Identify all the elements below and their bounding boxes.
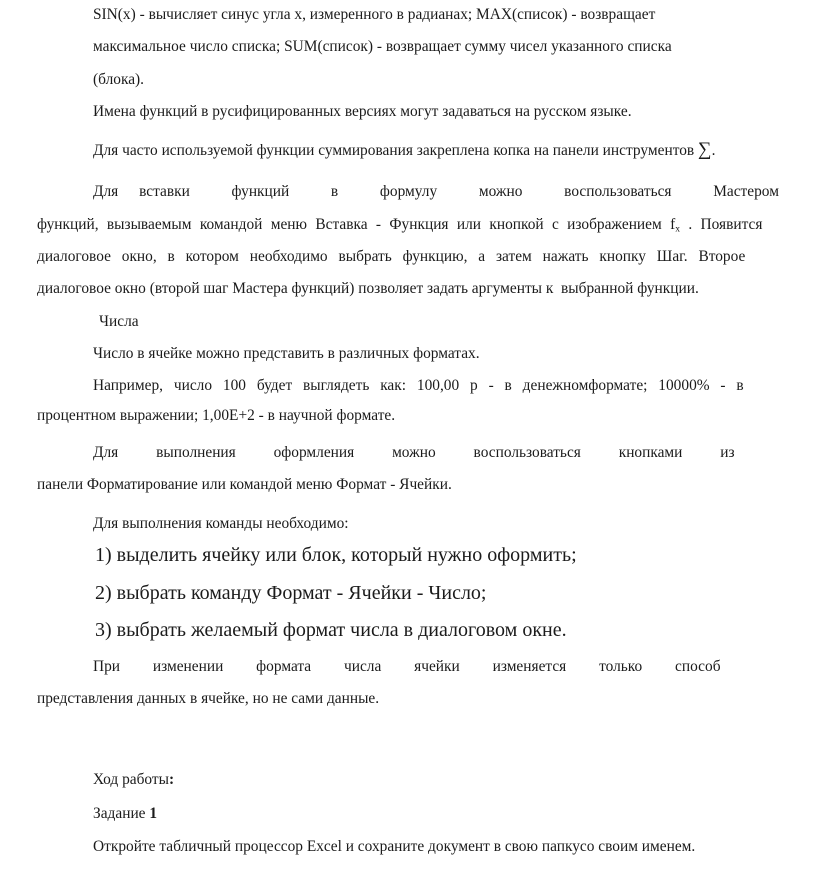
text-segment: диалоговое окно (второй шаг Мастера функций) позволяет задать аргументы к выбранной функции. xyxy=(37,280,699,297)
text-segment: . Появится xyxy=(679,216,763,233)
text-segment: . xyxy=(711,142,716,159)
text-segment: максимальное число списка; SUM(список) - возвращает сумму чисел указанного списка xyxy=(93,38,672,55)
text-line xyxy=(93,69,144,91)
text-segment: 2) выбрать команду Формат - Ячейки - Число; xyxy=(95,582,487,604)
text-line xyxy=(93,442,735,464)
text-segment: диалоговое окно, в котором необходимо выбрать функцию, а затем нажать кнопку Шаг. Второе xyxy=(37,248,746,265)
text-line xyxy=(37,405,395,427)
text-line xyxy=(37,474,452,496)
text-line xyxy=(95,617,567,644)
text-segment: панели Форматирование или командой меню Формат - Ячейки. xyxy=(37,476,452,493)
text-segment: SIN(x) - вычисляет синус угла x, измеренного в радианах; MAX(список) - возвращает xyxy=(93,6,656,23)
text-segment: Для выполнения оформления можно воспользоваться кнопками из xyxy=(93,444,735,461)
text-line xyxy=(37,688,379,710)
text-segment: Например, число 100 будет выглядеть как: 100,00 р - в денежномформате; 10000% - в xyxy=(93,377,744,394)
text-segment: представления данных в ячейке, но не сами данные. xyxy=(37,690,380,707)
text-segment: Задание xyxy=(93,805,150,822)
text-line xyxy=(95,580,486,607)
text-segment: Для вставки функций в формулу можно воспользоваться Мастером xyxy=(93,183,779,200)
text-line xyxy=(93,36,672,58)
text-line xyxy=(93,513,349,535)
text-segment: При изменении формата числа ячейки изменяется только способ xyxy=(93,658,721,675)
subscript-text: x xyxy=(675,223,680,235)
text-segment: Ход работы xyxy=(93,771,169,788)
text-line xyxy=(93,803,157,825)
text-segment: Для часто используемой функции суммирования закреплена копка на панели инструментов xyxy=(93,142,699,159)
text-segment: Откройте табличный процессор Excel и сохраните документ в свою папкусо своим именем. xyxy=(93,838,696,855)
summation-symbol: ∑ xyxy=(698,139,712,160)
text-line xyxy=(37,278,699,300)
text-segment: 1) выделить ячейку или блок, который нужно оформить; xyxy=(95,544,577,566)
text-segment: 3) выбрать желаемый формат числа в диалоговом окне. xyxy=(95,619,567,641)
text-segment: функций, вызываемым командой меню Вставка - Функция или кнопкой с изображением f xyxy=(37,216,676,233)
text-line xyxy=(95,542,577,569)
text-line xyxy=(93,836,695,858)
text-line xyxy=(93,101,632,123)
text-line xyxy=(93,181,779,203)
text-segment: (блока). xyxy=(93,71,144,88)
text-line xyxy=(93,139,715,162)
text-segment: Имена функций в русифицированных версиях могут задаваться на русском языке. xyxy=(93,103,632,120)
text-segment: 1 xyxy=(149,805,158,822)
text-segment: процентном выражении; 1,00E+2 - в научной формате. xyxy=(37,407,396,424)
text-line xyxy=(93,375,744,397)
text-line xyxy=(93,343,480,365)
text-line xyxy=(93,4,655,26)
text-segment: : xyxy=(169,771,175,788)
text-line xyxy=(37,214,762,241)
text-segment: Для выполнения команды необходимо: xyxy=(93,515,349,532)
text-segment: Числа xyxy=(99,313,139,330)
text-segment: Число в ячейке можно представить в различных форматах. xyxy=(93,345,480,362)
text-line xyxy=(37,246,745,268)
text-line xyxy=(99,311,139,333)
text-line xyxy=(93,656,721,678)
text-line xyxy=(93,769,174,791)
